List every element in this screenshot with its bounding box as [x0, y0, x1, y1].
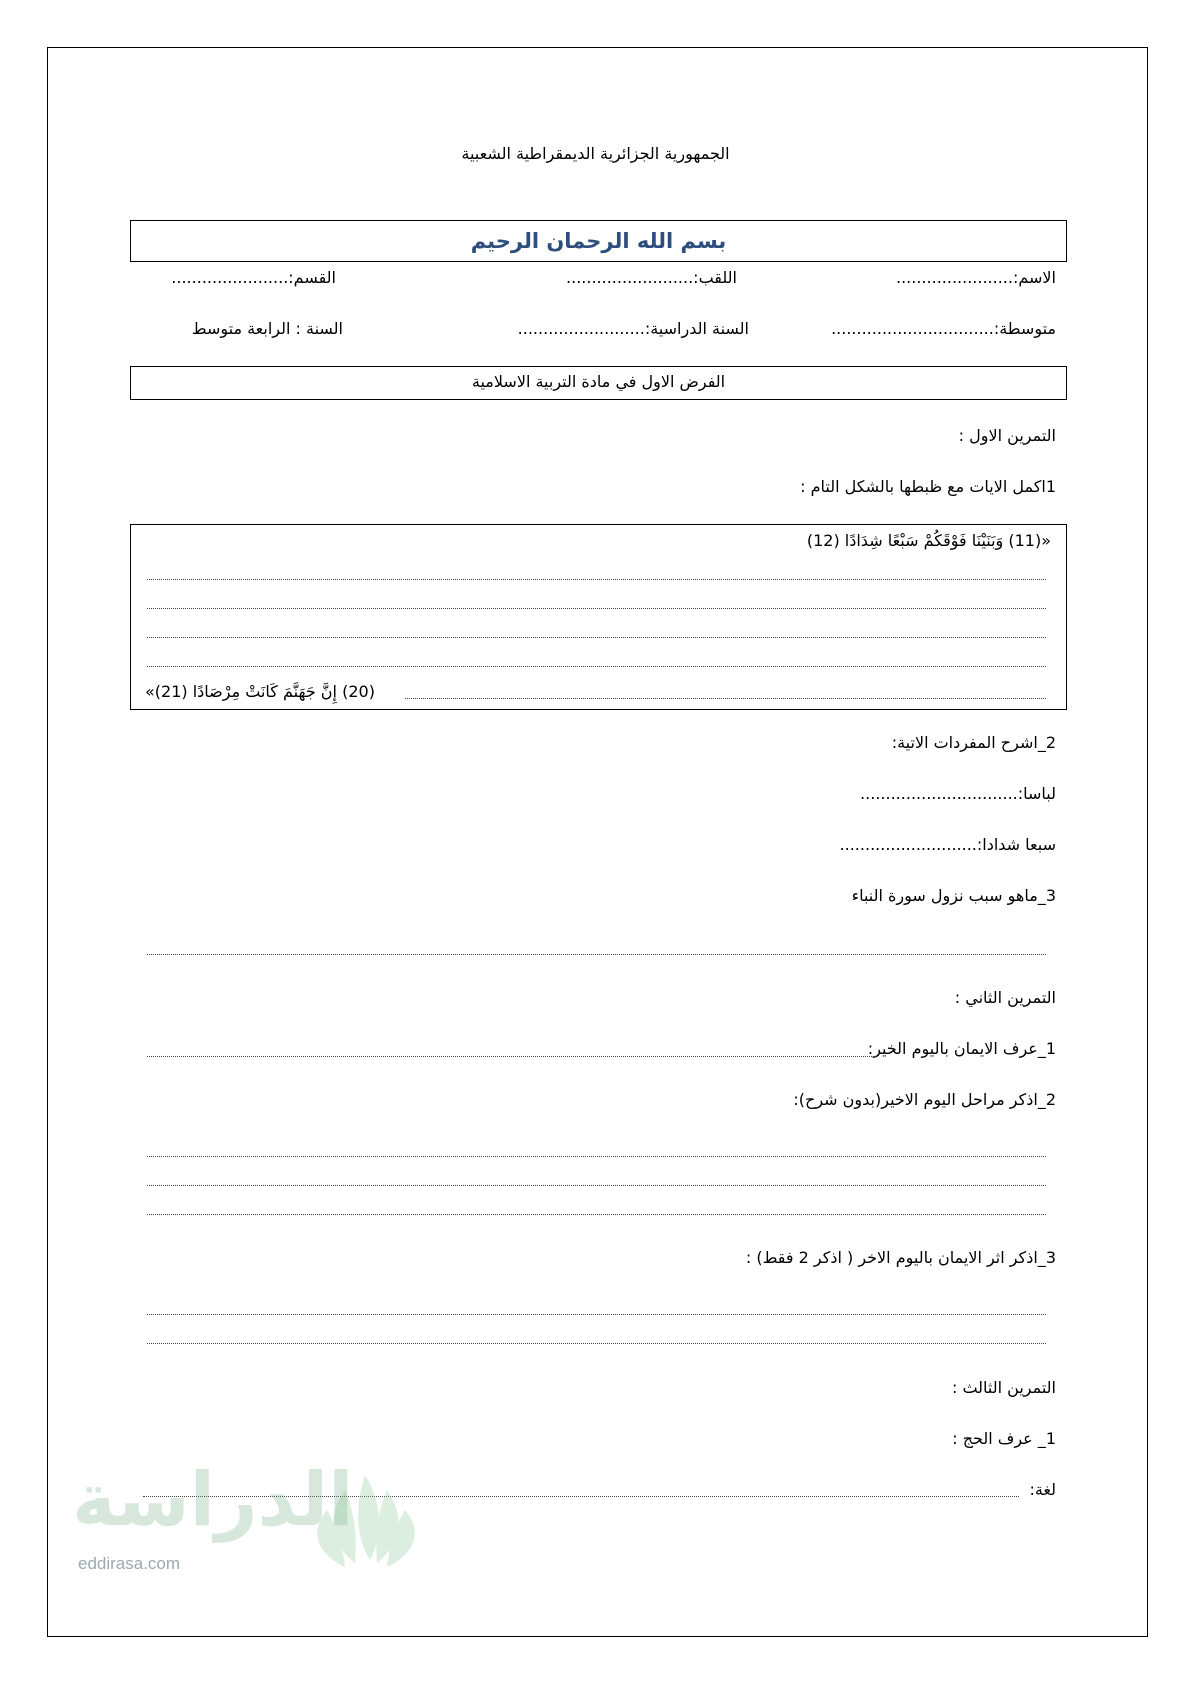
exam-title-box [130, 366, 1067, 400]
word1-field[interactable]: لباسا:............................... [860, 784, 1056, 803]
exam-title: الفرض الاول في مادة التربية الاسلامية [471, 372, 726, 391]
exercise2-title: التمرين الثاني : [954, 988, 1056, 1007]
exercise2-q2: 2_اذكر مراحل اليوم الاخير(بدون شرح): [793, 1090, 1056, 1109]
section-field[interactable]: القسم:....................... [171, 268, 336, 287]
watermark-logo-text: الدراسة [72, 1457, 354, 1543]
answer-line[interactable] [147, 1155, 1046, 1157]
exercise1-q1: 1اكمل الايات مع ظبطها بالشكل التام : [800, 477, 1056, 496]
watermark-url: eddirasa.com [78, 1554, 181, 1573]
language-label: لغة: [1029, 1480, 1056, 1499]
republic-header: الجمهورية الجزائرية الديمقراطية الشعبية [461, 144, 730, 163]
exercise3-title: التمرين الثالث : [951, 1378, 1056, 1397]
exercise3-q1: 1_ عرف الحج : [952, 1429, 1056, 1448]
verse-end: (20) إِنَّ جَهَنَّمَ كَانَتْ مِرْصَادًا (21)» [145, 682, 375, 701]
exercise2-q3: 3_اذكر اثر الايمان باليوم الاخر ( اذكر 2 فقط) : [745, 1248, 1056, 1267]
answer-line[interactable] [405, 697, 1046, 699]
surname-field[interactable]: اللقب:......................... [566, 268, 737, 287]
exercise1-title: التمرين الاول : [958, 426, 1056, 445]
answer-line[interactable] [147, 953, 1046, 955]
word2-field[interactable]: سبعا شدادا:........................... [839, 835, 1056, 854]
grade-label: السنة : الرابعة متوسط [191, 319, 343, 338]
answer-line[interactable] [147, 1342, 1046, 1344]
basmala-box [130, 220, 1067, 262]
school-field[interactable]: متوسطة:................................ [831, 319, 1056, 338]
answer-line[interactable] [147, 636, 1046, 638]
basmala-title: بسم الله الرحمان الرحيم [470, 229, 727, 253]
answer-line[interactable] [147, 665, 1046, 667]
exercise1-q2: 2_اشرح المفردات الاتية: [891, 733, 1056, 752]
answer-line[interactable] [147, 607, 1046, 609]
verse-start: «(11) وَبَنَيْنَا فَوْقَكُمْ سَبْعًا شِدَادًا (12) [806, 531, 1051, 550]
answer-line[interactable] [147, 1184, 1046, 1186]
answer-line[interactable] [147, 1313, 1046, 1315]
name-field[interactable]: الاسم:....................... [896, 268, 1056, 287]
answer-line[interactable] [147, 578, 1046, 580]
answer-line[interactable] [147, 1055, 876, 1057]
answer-line[interactable] [147, 1213, 1046, 1215]
school-year-field[interactable]: السنة الدراسية:......................... [517, 319, 749, 338]
exercise1-q3: 3_ماهو سبب نزول سورة النباء [851, 886, 1056, 905]
exercise2-q1: 1_عرف الايمان باليوم الخير: [867, 1039, 1056, 1058]
